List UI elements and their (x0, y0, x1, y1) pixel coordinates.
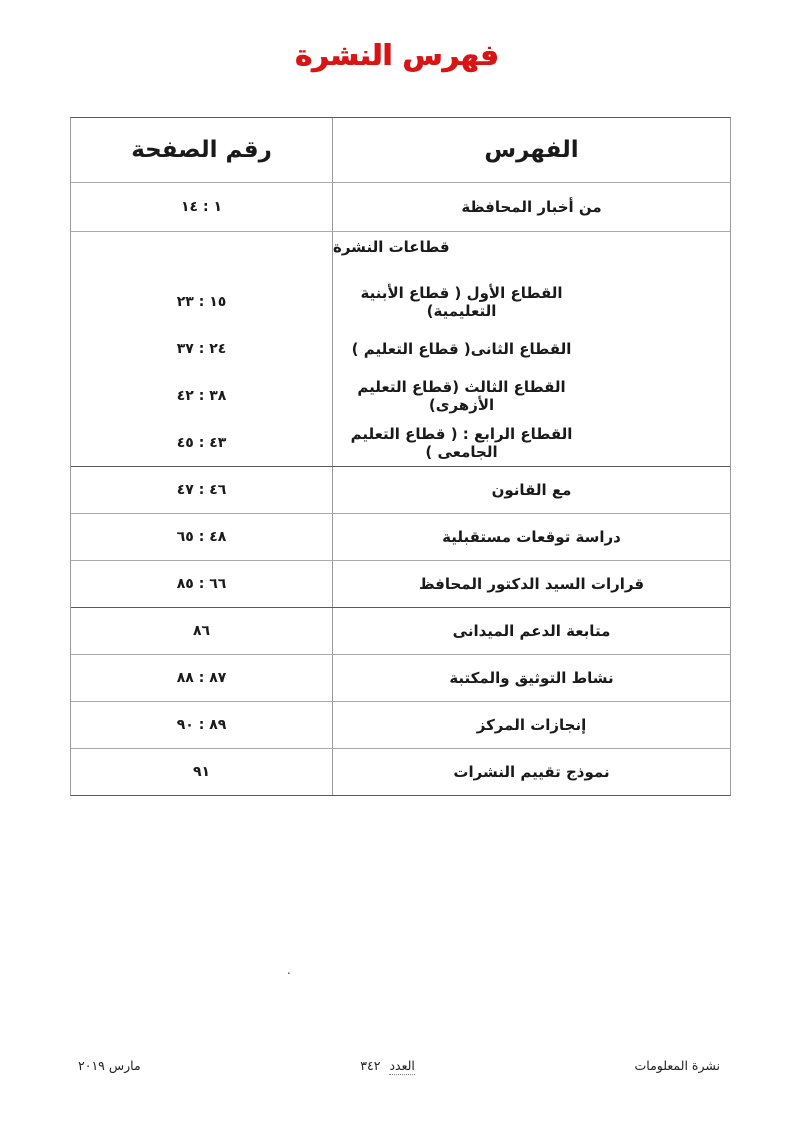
table-row (71, 278, 730, 325)
table-row (71, 701, 730, 748)
toc-header-index: الفهرس (332, 118, 730, 182)
toc-entry-pages: ٦٦ : ٨٥ (176, 576, 227, 592)
footer-issue-number: ٣٤٢ (360, 1058, 381, 1073)
toc-entry-pages: ٤٣ : ٤٥ (176, 434, 227, 451)
toc-entry-pages: ٨٩ : ٩٠ (176, 717, 227, 733)
toc-entry-pages: ٢٤ : ٣٧ (176, 340, 227, 357)
toc-entry-label: مع القانون (332, 467, 730, 513)
table-row (71, 513, 730, 560)
toc-entry-label: من أخبار المحافظة (332, 183, 730, 231)
toc-entry-label: نموذج تقييم النشرات (332, 749, 730, 795)
toc-entry-pages: ٩١ (192, 764, 211, 780)
toc-entry-pages: ٨٦ (192, 623, 211, 639)
sectors-heading-row (71, 232, 730, 278)
footer-publication: نشرة المعلومات (634, 1058, 720, 1073)
table-row (71, 607, 730, 654)
toc-entry-label: إنجازات المركز (332, 702, 730, 748)
toc-entry-label: دراسة توقعات مستقبلية (332, 514, 730, 560)
table-row (71, 182, 730, 231)
toc-header-pages: رقم الصفحة (131, 137, 272, 163)
sectors-heading: قطاعات النشرة (332, 232, 730, 278)
stray-mark: . (287, 963, 291, 977)
toc-entry-label: نشاط التوثيق والمكتبة (332, 655, 730, 701)
toc-entry-label: قرارات السيد الدكتور المحافظ (332, 561, 730, 607)
toc-entry-label: القطاع الثالث (قطاع التعليم الأزهرى) (332, 372, 730, 419)
footer-issue-label: العدد (389, 1058, 415, 1073)
sectors-heading-pages-empty (71, 232, 332, 278)
toc-entry-pages: ٣٨ : ٤٢ (176, 387, 227, 404)
toc-entry-label: متابعة الدعم الميدانى (332, 608, 730, 654)
table-row (71, 654, 730, 701)
toc-entry-label: القطاع الثانى( قطاع التعليم ) (332, 325, 730, 372)
page-footer (0, 1058, 794, 1073)
toc-entry-label: القطاع الرابع : ( قطاع التعليم الجامعى ) (332, 419, 730, 466)
toc-entry-pages: ٤٦ : ٤٧ (176, 482, 227, 498)
footer-issue (360, 1058, 415, 1073)
footer-date: مارس ٢٠١٩ (78, 1058, 141, 1073)
table-row (71, 560, 730, 607)
toc-entry-pages: ٨٧ : ٨٨ (176, 670, 227, 686)
toc-header-row (71, 118, 730, 182)
toc-entry-label: القطاع الأول ( قطاع الأبنية التعليمية) (332, 278, 730, 325)
page-title: فهرس النشرة (295, 38, 499, 72)
table-row (71, 748, 730, 795)
table-row (71, 325, 730, 372)
table-row (71, 372, 730, 419)
sectors-block (71, 231, 730, 466)
toc-table (70, 117, 731, 796)
toc-entry-pages: ١٥ : ٢٣ (176, 293, 227, 310)
table-row (71, 466, 730, 513)
toc-entry-pages: ٤٨ : ٦٥ (176, 529, 227, 545)
toc-entry-pages: ١ : ١٤ (181, 199, 222, 215)
table-row (71, 419, 730, 466)
